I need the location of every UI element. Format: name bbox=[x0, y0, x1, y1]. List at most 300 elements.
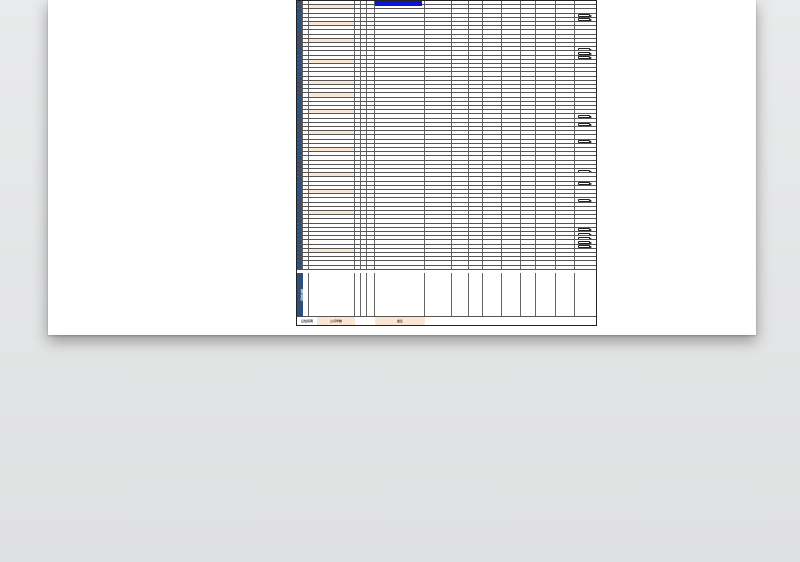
table-cell bbox=[425, 257, 452, 260]
table-cell bbox=[556, 228, 575, 231]
table-cell bbox=[375, 77, 425, 80]
table-cell bbox=[452, 173, 469, 176]
table-cell bbox=[502, 47, 521, 50]
table-cell bbox=[469, 14, 483, 17]
table-cell bbox=[452, 232, 469, 235]
table-row bbox=[297, 198, 596, 202]
table-cell bbox=[452, 123, 469, 126]
table-cell bbox=[536, 198, 556, 201]
footer-left-label: 总结说明 bbox=[300, 319, 313, 323]
table-cell bbox=[375, 224, 425, 227]
table-cell bbox=[367, 51, 375, 54]
table-cell bbox=[469, 114, 483, 117]
table-cell bbox=[425, 203, 452, 206]
table-cell bbox=[575, 35, 597, 38]
table-cell bbox=[367, 211, 375, 214]
table-row bbox=[297, 26, 596, 30]
table-cell bbox=[556, 224, 575, 227]
table-cell bbox=[452, 47, 469, 50]
table-cell bbox=[375, 47, 425, 50]
table-cell bbox=[452, 148, 469, 151]
table-row bbox=[297, 186, 596, 190]
arrow-shape-icon bbox=[578, 123, 590, 126]
table-cell bbox=[367, 56, 375, 59]
table-cell bbox=[521, 198, 536, 201]
table-cell bbox=[367, 18, 375, 21]
table-cell bbox=[521, 203, 536, 206]
table-cell bbox=[375, 215, 425, 218]
table-cell bbox=[452, 207, 469, 210]
table-cell bbox=[502, 245, 521, 248]
table-cell bbox=[375, 169, 425, 172]
table-cell bbox=[425, 273, 452, 316]
table-cell bbox=[375, 123, 425, 126]
table-cell bbox=[469, 245, 483, 248]
table-cell bbox=[536, 131, 556, 134]
table-cell bbox=[469, 207, 483, 210]
table-cell bbox=[575, 85, 597, 88]
table-cell bbox=[309, 219, 355, 222]
arrow-shape-icon bbox=[578, 14, 590, 17]
table-cell bbox=[502, 211, 521, 214]
table-cell bbox=[483, 39, 502, 42]
table-cell bbox=[521, 261, 536, 264]
table-cell bbox=[375, 177, 425, 180]
table-cell bbox=[575, 47, 597, 50]
table-cell bbox=[521, 253, 536, 256]
table-cell bbox=[483, 35, 502, 38]
table-cell bbox=[521, 56, 536, 59]
table-cell bbox=[425, 18, 452, 21]
table-cell bbox=[575, 51, 597, 54]
arrow-shape-icon bbox=[578, 140, 590, 143]
table-cell bbox=[556, 30, 575, 33]
table-cell bbox=[536, 148, 556, 151]
arrow-shape-icon bbox=[578, 245, 590, 248]
table-cell bbox=[502, 72, 521, 75]
table-cell bbox=[483, 186, 502, 189]
table-cell bbox=[452, 51, 469, 54]
table-cell bbox=[469, 169, 483, 172]
table-cell bbox=[536, 123, 556, 126]
table-cell bbox=[575, 228, 597, 231]
table-cell bbox=[367, 169, 375, 172]
table-cell bbox=[367, 215, 375, 218]
table-cell bbox=[483, 85, 502, 88]
table-cell bbox=[375, 43, 425, 46]
table-cell bbox=[556, 198, 575, 201]
table-cell bbox=[483, 5, 502, 8]
table-cell bbox=[521, 186, 536, 189]
table-cell bbox=[521, 257, 536, 260]
table-cell bbox=[375, 186, 425, 189]
table-row bbox=[297, 245, 596, 249]
table-cell bbox=[502, 81, 521, 84]
table-cell bbox=[469, 64, 483, 67]
table-cell bbox=[367, 81, 375, 84]
table-cell bbox=[483, 169, 502, 172]
table-cell bbox=[575, 161, 597, 164]
table-cell bbox=[536, 161, 556, 164]
table-cell bbox=[452, 224, 469, 227]
table-cell bbox=[502, 156, 521, 159]
table-cell bbox=[521, 161, 536, 164]
table-cell bbox=[483, 173, 502, 176]
table-cell bbox=[556, 110, 575, 113]
table-cell bbox=[425, 161, 452, 164]
arrow-shape-icon bbox=[578, 241, 590, 244]
table-cell bbox=[502, 22, 521, 25]
table-cell bbox=[375, 165, 425, 168]
table-cell bbox=[425, 110, 452, 113]
table-cell bbox=[469, 72, 483, 75]
table-cell bbox=[521, 173, 536, 176]
table-cell bbox=[521, 51, 536, 54]
table-cell bbox=[375, 173, 425, 176]
table-cell bbox=[367, 219, 375, 222]
table-cell bbox=[536, 110, 556, 113]
table-cell bbox=[425, 173, 452, 176]
table-cell bbox=[309, 89, 355, 92]
table-cell bbox=[309, 68, 355, 71]
table-cell bbox=[309, 194, 355, 197]
table-cell bbox=[502, 224, 521, 227]
table-cell bbox=[452, 240, 469, 243]
table-cell bbox=[367, 161, 375, 164]
table-cell bbox=[483, 253, 502, 256]
table-cell bbox=[375, 194, 425, 197]
table-cell bbox=[536, 5, 556, 8]
table-cell bbox=[452, 161, 469, 164]
table-cell bbox=[502, 203, 521, 206]
table-cell bbox=[521, 1, 536, 4]
table-row bbox=[297, 161, 596, 165]
table-cell bbox=[375, 257, 425, 260]
table-cell bbox=[469, 266, 483, 269]
table-cell bbox=[521, 102, 536, 105]
table-cell bbox=[367, 257, 375, 260]
table-cell bbox=[536, 203, 556, 206]
table-cell bbox=[425, 194, 452, 197]
table-cell bbox=[521, 182, 536, 185]
table-cell bbox=[367, 114, 375, 117]
table-cell bbox=[309, 144, 355, 147]
table-cell bbox=[309, 261, 355, 264]
table-cell bbox=[502, 110, 521, 113]
table-cell bbox=[575, 232, 597, 235]
table-cell bbox=[575, 173, 597, 176]
table-cell bbox=[556, 236, 575, 239]
table-cell bbox=[521, 156, 536, 159]
table-cell bbox=[575, 249, 597, 252]
table-cell bbox=[556, 207, 575, 210]
table-cell bbox=[502, 77, 521, 80]
table-cell bbox=[452, 131, 469, 134]
table-cell bbox=[425, 77, 452, 80]
table-cell bbox=[367, 228, 375, 231]
table-cell bbox=[521, 169, 536, 172]
table-row bbox=[297, 144, 596, 148]
table-cell bbox=[469, 5, 483, 8]
table-cell bbox=[556, 26, 575, 29]
table-cell bbox=[556, 123, 575, 126]
table-cell bbox=[575, 131, 597, 134]
table-cell bbox=[375, 106, 425, 109]
table-row bbox=[297, 131, 596, 135]
table-cell bbox=[483, 177, 502, 180]
table-cell bbox=[521, 114, 536, 117]
table-cell bbox=[309, 240, 355, 243]
table-cell bbox=[309, 182, 355, 185]
table-cell bbox=[375, 261, 425, 264]
table-cell bbox=[521, 190, 536, 193]
table-cell bbox=[483, 240, 502, 243]
table-cell bbox=[469, 273, 483, 316]
table-cell bbox=[309, 148, 355, 151]
table-cell bbox=[375, 190, 425, 193]
table-cell bbox=[425, 182, 452, 185]
table-cell bbox=[556, 51, 575, 54]
table-cell bbox=[375, 14, 425, 17]
table-cell bbox=[452, 152, 469, 155]
table-cell bbox=[536, 169, 556, 172]
table-cell bbox=[556, 203, 575, 206]
table-cell bbox=[367, 207, 375, 210]
table-cell bbox=[536, 93, 556, 96]
table-cell bbox=[483, 198, 502, 201]
table-cell bbox=[556, 245, 575, 248]
table-cell bbox=[309, 190, 355, 193]
table-cell bbox=[452, 22, 469, 25]
table-cell bbox=[452, 119, 469, 122]
table-cell bbox=[452, 169, 469, 172]
table-cell bbox=[556, 39, 575, 42]
table-cell bbox=[367, 110, 375, 113]
table-cell bbox=[556, 60, 575, 63]
table-cell bbox=[502, 123, 521, 126]
table-cell bbox=[452, 186, 469, 189]
table-cell bbox=[469, 51, 483, 54]
table-cell bbox=[309, 257, 355, 260]
table-cell bbox=[452, 144, 469, 147]
table-cell bbox=[425, 127, 452, 130]
table-cell bbox=[483, 127, 502, 130]
table-cell bbox=[536, 224, 556, 227]
table-cell bbox=[367, 131, 375, 134]
table-cell bbox=[375, 93, 425, 96]
table-cell bbox=[375, 198, 425, 201]
table-cell bbox=[521, 127, 536, 130]
table-cell bbox=[483, 228, 502, 231]
table-cell bbox=[425, 26, 452, 29]
table-cell bbox=[556, 81, 575, 84]
arrow-shape-icon bbox=[578, 182, 590, 185]
table-cell bbox=[575, 5, 597, 8]
table-cell bbox=[309, 173, 355, 176]
table-cell bbox=[502, 60, 521, 63]
table-cell bbox=[375, 51, 425, 54]
table-cell bbox=[483, 219, 502, 222]
table-row bbox=[297, 72, 596, 76]
table-cell bbox=[556, 119, 575, 122]
table-cell bbox=[375, 203, 425, 206]
table-cell bbox=[483, 9, 502, 12]
table-cell bbox=[483, 47, 502, 50]
table-cell bbox=[452, 203, 469, 206]
table-cell bbox=[483, 98, 502, 101]
arrow-shape-icon bbox=[578, 170, 590, 173]
table-cell bbox=[575, 1, 597, 4]
table-cell bbox=[367, 68, 375, 71]
table-cell bbox=[536, 266, 556, 269]
table-cell bbox=[469, 261, 483, 264]
table-cell bbox=[536, 194, 556, 197]
table-cell bbox=[483, 106, 502, 109]
table-cell bbox=[521, 135, 536, 138]
table-row bbox=[297, 114, 596, 118]
table-cell bbox=[502, 51, 521, 54]
table-cell bbox=[452, 68, 469, 71]
table-cell bbox=[309, 106, 355, 109]
table-cell bbox=[452, 26, 469, 29]
table-cell bbox=[452, 177, 469, 180]
table-cell bbox=[375, 232, 425, 235]
table-cell bbox=[521, 89, 536, 92]
table-row bbox=[297, 14, 596, 18]
table-cell bbox=[425, 240, 452, 243]
table-cell bbox=[536, 102, 556, 105]
table-cell bbox=[425, 144, 452, 147]
table-cell bbox=[469, 249, 483, 252]
table-cell bbox=[483, 211, 502, 214]
table-cell bbox=[483, 93, 502, 96]
table-cell bbox=[556, 127, 575, 130]
table-cell bbox=[469, 47, 483, 50]
table-cell bbox=[536, 165, 556, 168]
table-cell bbox=[483, 249, 502, 252]
table-cell bbox=[452, 18, 469, 21]
table-cell bbox=[536, 144, 556, 147]
table-cell bbox=[375, 249, 425, 252]
table-cell bbox=[536, 135, 556, 138]
header-blue-bar bbox=[375, 1, 422, 6]
table-cell bbox=[536, 72, 556, 75]
table-cell bbox=[575, 119, 597, 122]
table-cell bbox=[483, 77, 502, 80]
table-cell bbox=[536, 232, 556, 235]
table-cell bbox=[521, 93, 536, 96]
table-cell bbox=[452, 64, 469, 67]
table-row bbox=[297, 93, 596, 97]
table-row bbox=[297, 148, 596, 152]
table-cell bbox=[469, 140, 483, 143]
table-cell bbox=[469, 102, 483, 105]
table-cell bbox=[502, 140, 521, 143]
table-cell bbox=[309, 236, 355, 239]
table-cell bbox=[367, 30, 375, 33]
table-cell bbox=[483, 64, 502, 67]
table-cell bbox=[502, 14, 521, 17]
table-cell bbox=[367, 144, 375, 147]
table-row bbox=[297, 232, 596, 236]
table-cell bbox=[375, 228, 425, 231]
table-cell bbox=[452, 236, 469, 239]
table-cell bbox=[469, 127, 483, 130]
side-label: 备注说明 bbox=[297, 273, 303, 317]
table-cell bbox=[425, 89, 452, 92]
table-cell bbox=[425, 68, 452, 71]
table-cell bbox=[521, 68, 536, 71]
table-cell bbox=[483, 131, 502, 134]
table-cell bbox=[483, 51, 502, 54]
table-cell bbox=[452, 228, 469, 231]
table-row bbox=[297, 106, 596, 110]
table-cell bbox=[309, 56, 355, 59]
arrow-shape-icon bbox=[578, 228, 590, 231]
table-cell bbox=[452, 215, 469, 218]
table-cell bbox=[536, 215, 556, 218]
project-table bbox=[296, 0, 597, 326]
table-cell bbox=[556, 1, 575, 4]
table-cell bbox=[483, 144, 502, 147]
table-cell bbox=[309, 131, 355, 134]
table-cell bbox=[309, 98, 355, 101]
table-cell bbox=[502, 266, 521, 269]
table-row bbox=[297, 257, 596, 261]
table-row bbox=[297, 177, 596, 181]
table-cell bbox=[521, 207, 536, 210]
table-cell bbox=[309, 266, 355, 269]
table-cell bbox=[536, 236, 556, 239]
table-cell bbox=[375, 22, 425, 25]
table-cell bbox=[425, 261, 452, 264]
table-cell bbox=[556, 249, 575, 252]
table-cell bbox=[575, 9, 597, 12]
table-cell bbox=[367, 102, 375, 105]
table-cell bbox=[536, 273, 556, 316]
table-cell bbox=[425, 102, 452, 105]
table-cell bbox=[469, 156, 483, 159]
table-cell bbox=[483, 119, 502, 122]
table-cell bbox=[556, 148, 575, 151]
table-cell bbox=[483, 30, 502, 33]
table-cell bbox=[536, 190, 556, 193]
table-cell bbox=[521, 266, 536, 269]
table-cell bbox=[502, 89, 521, 92]
table-cell bbox=[483, 14, 502, 17]
table-cell bbox=[521, 64, 536, 67]
table-cell bbox=[556, 89, 575, 92]
table-cell bbox=[375, 110, 425, 113]
table-cell bbox=[536, 249, 556, 252]
table-cell bbox=[536, 261, 556, 264]
table-cell bbox=[367, 224, 375, 227]
table-cell bbox=[469, 211, 483, 214]
table-cell bbox=[309, 169, 355, 172]
table-cell bbox=[575, 245, 597, 248]
table-cell bbox=[367, 39, 375, 42]
table-cell bbox=[375, 98, 425, 101]
table-cell bbox=[425, 177, 452, 180]
table-cell bbox=[536, 182, 556, 185]
table-cell bbox=[536, 26, 556, 29]
table-cell bbox=[469, 135, 483, 138]
table-cell bbox=[502, 236, 521, 239]
table-cell bbox=[575, 77, 597, 80]
table-cell bbox=[469, 165, 483, 168]
table-row bbox=[297, 30, 596, 34]
table-cell bbox=[367, 106, 375, 109]
